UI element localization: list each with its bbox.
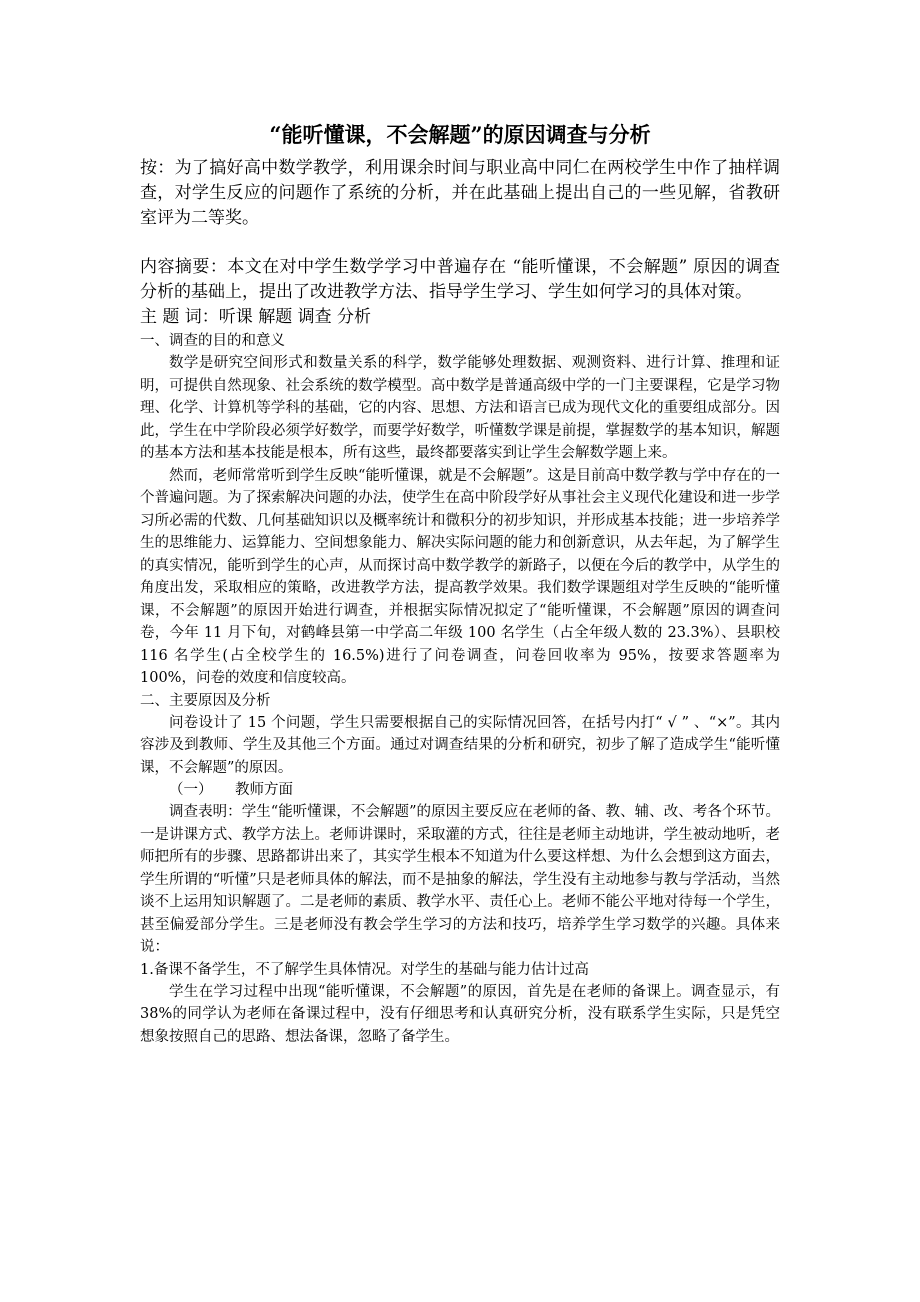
subsection-heading-teacher: [140, 779, 780, 801]
subsection-label: 教师方面: [235, 782, 293, 798]
paragraph: 数学是研究空间形式和数量关系的科学，数学能够处理数据、观测资料、进行计算、推理和证明，可提供自然现象、社会系统的数学模型。高中数学是普通高级中学的一门主要课程，它是学习物理、化学、计算机等学科的基础，它的内容、思想、方法和语言已成为现代文化的重要组成部分。因此，学生在中学阶段必须学好数学，而要学好数学，听懂数学课是前提，掌握数学的基本知识，解题的基本方法和基本技能是根本，所有这些，最终都要落实到让学生会解数学题上来。: [140, 355, 780, 461]
document-body: [140, 120, 780, 1048]
paragraph: 然而，老师常常听到学生反映“能听懂课，就是不会解题”。这是目前高中数学教与学中存在的一个普遍问题。为了探索解决问题的办法，使学生在高中阶段学好从事社会主义现代化建设和进一步学习所必需的代数、几何基础知识以及概率统计和微积分的初步知识，并形成基本技能；进一步培养学生的思维能力、运算能力、空间想象能力、解决实际问题的能力和创新意识，从去年起，为了解学生的真实情况，能听到学生的心声，从而探讨高中数学教学的新路子，以便在今后的教学中，从学生的角度出发，采取相应的策略，改进教学方法，提高教学效果。我们数学课题组对学生反映的“能听懂课，不会解题”的原因开始进行调查，并根据实际情况拟定了“能听懂课，不会解题”原因的调查问卷，今年 11 月下旬，对鹤峰县第一中学高二年级 100 名学生（占全年级人数的 23.3%）、县职校 116 名学生(占全校学生的 16.5%)进行了问卷调查，问卷回收率为 95%，按要求答题率为 100%，问卷的效度和信度较高。: [140, 467, 780, 686]
keywords: 主 题 词：听课 解题 调查 分析: [140, 307, 372, 327]
section-heading-reasons: 二、主要原因及分析: [140, 692, 271, 709]
paragraph: 调查表明：学生“能听懂课，不会解题”的原因主要反应在老师的备、教、辅、改、考各个环节。一是讲课方式、教学方法上。老师讲课时，采取灌的方式，往往是老师主动地讲，学生被动地听，老师把所有的步骤、思路都讲出来了，其实学生根本不知道为什么要这样想、为什么会想到这方面去，学生所谓的“听懂”只是老师具体的解法，而不是抽象的解法，学生没有主动地参与教与学活动，当然谈不上运用知识解题了。二是老师的素质、教学水平、责任心上。老师不能公平地对待每一个学生，甚至偏爱部分学生。三是老师没有教会学生学习的方法和技巧，培养学生学习数学的兴趣。具体来说：: [140, 804, 780, 955]
abstract: 内容摘要：本文在对中学生数学学习中普遍存在 “能听懂课，不会解题” 原因的调查分析的基础上，提出了改进教学方法、指导学生学习、学生如何学习的具体对策。: [140, 257, 780, 302]
document-title: “能听懂课，不会解题”的原因调查与分析: [269, 122, 651, 147]
section-heading-purpose: 一、调查的目的和意义: [140, 333, 285, 349]
author-note: 按：为了搞好高中数学教学，利用课余时间与职业高中同仁在两校学生中作了抽样调查，对学生反应的问题作了系统的分析，并在此基础上提出自己的一些见解，省教研室评为二等奖。: [140, 158, 780, 228]
item-heading: 1.备课不备学生，不了解学生具体情况。对学生的基础与能力估计过高: [140, 961, 589, 978]
spacer: [140, 231, 780, 255]
paragraph: 问卷设计了 15 个问题，学生只需要根据自己的实际情况回答，在括号内打“ √ ” 、“×”。其内容涉及到教师、学生及其他三个方面。通过对调查结果的分析和研究，初步了解了造成学生“能听懂课，不会解题”的原因。: [140, 714, 780, 776]
subsection-number: （一）: [169, 782, 213, 798]
paragraph: 学生在学习过程中出现“能听懂课，不会解题”的原因，首先是在老师的备课上。调查显示，有 38%的同学认为老师在备课过程中，没有仔细思考和认真研究分析，没有联系学生实际，只是凭空想象按照自己的思路、想法备课，忽略了备学生。: [140, 983, 780, 1045]
